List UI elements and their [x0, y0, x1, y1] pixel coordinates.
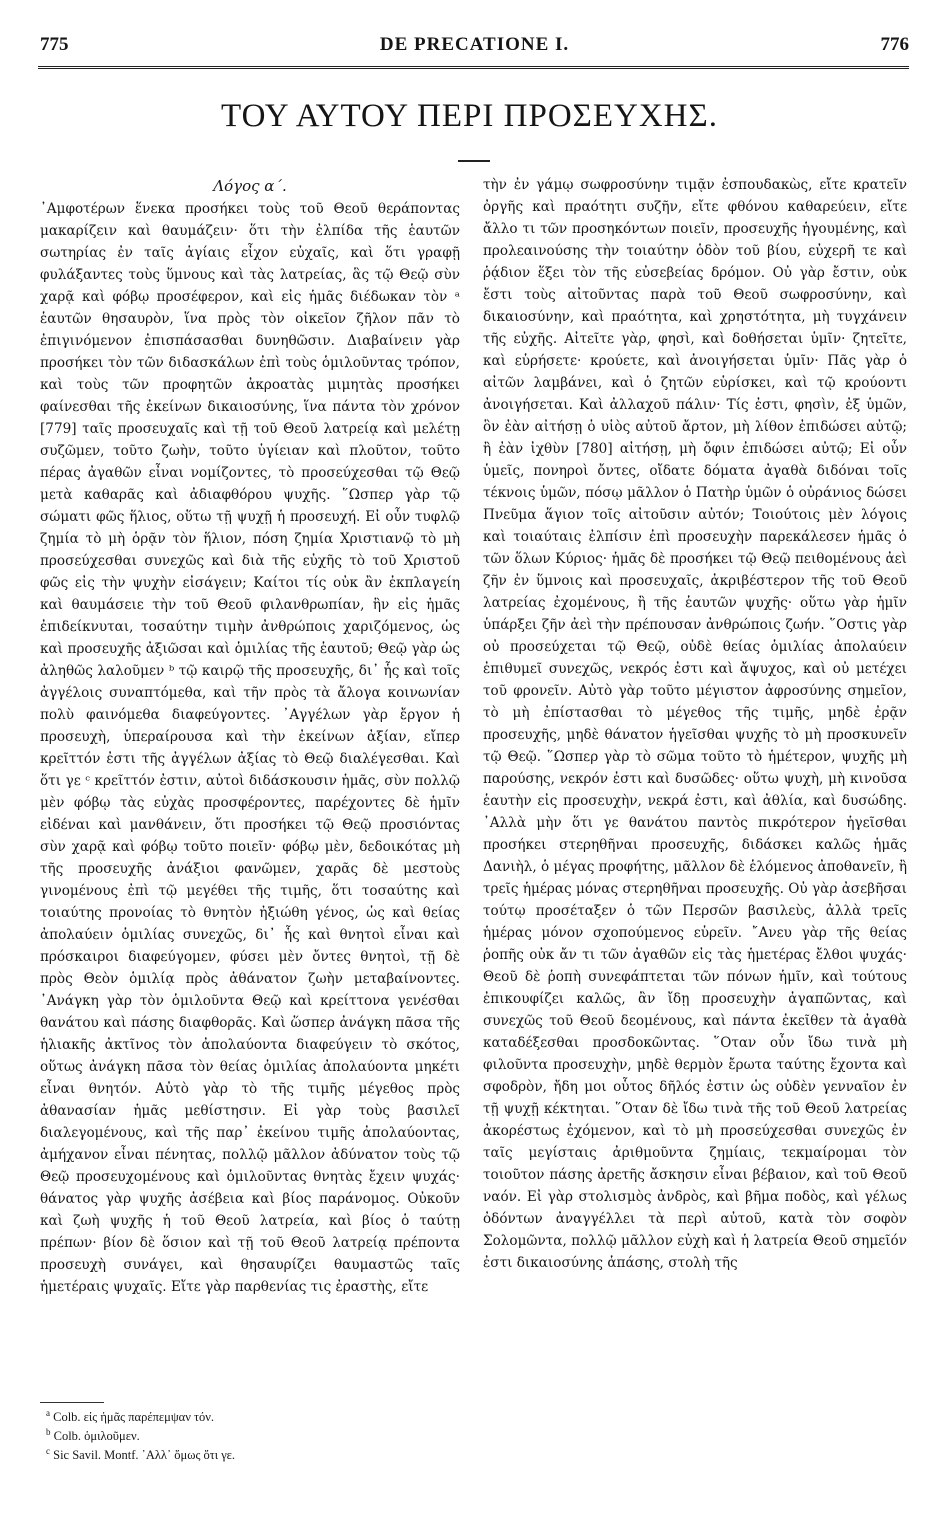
footnote-text: Colb. εἰς ἡμᾶς παρέπεμψαν τόν.	[53, 1410, 215, 1425]
footnote-mark: a	[46, 1408, 50, 1418]
left-column-text: ᾿Αμφοτέρων ἕνεκα προσήκει τοὺς τοῦ Θεοῦ θεράποντας μακαρίζειν καὶ θαυμάζειν· ὅτι τὴν ἐλπίδα τῆς ἑαυτῶν σωτηρίας ἐν ταῖς ἁγίαις εἶχον εὐχαῖς, καὶ ὅτι γραφῇ φυλάξαντες τοὺς ὕμνους καὶ τὰς λατρείας, ἃς τῷ Θεῷ σὺν χαρᾷ καὶ φόβῳ προσέφερον, καὶ εἰς ἡμᾶς διέδωκαν τὸν ᵃ ἑαυτῶν θησαυρὸν, ἵνα πρὸς τὸν οἰκεῖον ζῆλον πᾶν τὸ ἐπιγινόμενον ἐπισπάσασθαι δυνηθῶσιν. Διαβαίνειν γὰρ προσήκει τὸν τῶν διδασκάλων ἐπὶ τοὺς ὁμιλοῦντας τρόπον, καὶ τοὺς τῶν προφητῶν ἀκροατὰς μιμητὰς προσήκει φαίνεσθαι τῆς ἐκείνων δικαιοσύνης, ἵνα πάντα τὸν χρόνον [779] ταῖς προσευχαῖς καὶ τῇ τοῦ Θεοῦ λατρείᾳ καὶ μελέτῃ συζῶμεν, τοῦτο ζωὴν, τοῦτο ὑγίειαν καὶ πλοῦτον, τοῦτο πέρας ἀγαθῶν εἶναι νομίζοντες, τὸ προσεύχεσθαι τῷ Θεῷ μετὰ καθαρᾶς καὶ ἀδιαφθόρου ψυχῆς. ῞Ωσπερ γὰρ τῷ σώματι φῶς ἥλιος, οὕτω τῇ ψυχῇ ἡ προσευχή. Εἰ οὖν τυφλῷ ζημία τὸ μὴ ὁρᾷν τὸν ἥλιον, πόση ζημία Χριστιανῷ τὸ μὴ προσεύχεσθαι συνεχῶς καὶ διὰ τῆς εὐχῆς τὸ τοῦ Χριστοῦ φῶς εἰς τὴν ψυχὴν εἰσάγειν; Καίτοι τίς οὐκ ἂν ἐκπλαγείη καὶ θαυμάσειε τὴν τοῦ Θεοῦ φιλανθρωπίαν, ἣν εἰς ἡμᾶς ἐπιδείκνυται, τοσαύτην τιμὴν ἀνθρώποις χαριζόμενος, ὡς καὶ προσευχῆς ἀξιῶσαι καὶ ὁμιλίας τῆς ἑαυτοῦ; Θεῷ γὰρ ὡς ἀληθῶς λαλοῦμεν ᵇ τῷ καιρῷ τῆς προσευχῆς, δι᾿ ἧς καὶ τοῖς ἀγγέλοις συναπτόμεθα, καὶ τῆν πρὸς τὰ ἄλογα κοινωνίαν πολὺ φαινόμεθα διαφεύγοντες. ᾿Αγγέλων γὰρ ἔργον ἡ προσευχὴ, ὑπεραίρουσα καὶ τὴν ἐκείνων ἀξίαν, εἴπερ κρεῖττόν ἐστι τῆς ἀγγέλων ἀξίας τὸ Θεῷ διαλέγεσθαι. Καὶ ὅτι γε ᶜ κρεῖττόν ἐστιν, αὐτοὶ διδάσκουσιν ἡμᾶς, σὺν πολλῷ μὲν φόβῳ τὰς εὐχὰς προσφέροντες, παρέχοντες δὲ ἡμῖν εἰδέναι καὶ μανθάνειν, ὅτι προσήκει τῷ Θεῷ προσιόντας σὺν χαρᾷ καὶ φόβῳ τοῦτο ποιεῖν· φόβῳ μὲν, δεδοικότας μὴ τῆς προσευχῆς ἀνάξιοι φανῶμεν, χαρᾶς δὲ μεστοὺς γινομένους ἐπὶ τῷ μεγέθει τῆς τιμῆς, ὅτι τοσαύτης καὶ τοιαύτης προνοίας τὸ θνητὸν ἠξιώθη γένος, ὡς καὶ θείας ἀπολαύειν ὁμιλίας συνεχῶς, δι᾿ ἧς καὶ θνητοὶ εἶναι καὶ πρόσκαιροι διαφεύγομεν, φύσει μὲν ὄντες θνητοὶ, τῇ δὲ πρὸς Θεὸν ὁμιλίᾳ πρὸς ἀθάνατον ζωὴν μεταβαίνοντες. ᾿Ανάγκη γὰρ τὸν ὁμιλοῦντα Θεῷ καὶ κρείττονα γενέσθαι θανάτου καὶ πάσης διαφθορᾶς. Καὶ ὥσπερ ἀνάγκη πᾶσα τῆς ἡλιακῆς ἀκτῖνος τὸν ἀπολαύοντα διαφεύγειν τὸ σκότος, οὕτως ἀνάγκη πᾶσα τὸν θείας ὁμιλίας ἀπολαύοντα μηκέτι εἶναι θνητόν. Αὐτὸ γὰρ τὸ τῆς τιμῆς μέγεθος πρὸς ἀθανασίαν ἡμᾶς μεθίστησιν. Εἰ γὰρ τοὺς βασιλεῖ διαλεγομένους, καὶ τῆς παρ᾿ ἐκείνου τιμῆς ἀπολαύοντας, ἀμήχανον εἶναι πένητας, πολλῷ μᾶλλον ἀδύνατον τοὺς τῷ Θεῷ προσευχομένους καὶ ὁμιλοῦντας θνητὰς ἔχειν ψυχάς· θάνατος γὰρ ψυχῆς ἀσέβεια καὶ βίος παράνομος. Οὐκοῦν καὶ ζωὴ ψυχῆς ἡ τοῦ Θεοῦ λατρεία, καὶ βίος ὁ ταύτῃ πρέπων· βίον δὲ ὅσιον καὶ τῇ τοῦ Θεοῦ λατρείᾳ πρέποντα προσευχὴ συνάγει, καὶ θησαυρίζει θαυμαστῶς ταῖς ἡμετέραις ψυχαῖς. Εἴτε γὰρ παρθενίας τις ἐραστὴς, εἴτε	[40, 201, 460, 1295]
footnote	[46, 1425, 466, 1444]
running-head	[40, 34, 909, 56]
page-number-left: 775	[40, 34, 69, 55]
footnote	[46, 1444, 466, 1463]
footnote-mark: b	[46, 1427, 51, 1438]
footnote-rule	[40, 1402, 104, 1403]
section-heading: Λόγος α΄.	[213, 177, 287, 195]
footnote	[46, 1406, 466, 1425]
footnote-text: Colb. ὁμιλοῦμεν.	[53, 1429, 140, 1444]
right-column-text: τὴν ἐν γάμῳ σωφροσύνην τιμᾷν ἐσπουδακὼς, εἴτε κρατεῖν ὀργῆς καὶ πραότητι συζῆν, εἴτε φθόνου καθαρεύειν, εἴτε ἄλλο τι τῶν προσηκόντων ποιεῖν, προσευχῆς ἡγουμένης, καὶ προλεαινούσης τὴν τοιαύτην ὁδὸν τοῦ βίου, εὐχερῆ τε καὶ ῥᾴδιον ἕξει τὸν τῆς εὐσεβείας δρόμον. Οὐ γὰρ ἔστιν, οὐκ ἔστι τοὺς αἰτοῦντας παρὰ τοῦ Θεοῦ σωφροσύνην, καὶ δικαιοσύνην, καὶ πραότητα, καὶ χρηστότητα, μὴ τυγχάνειν τῆς εὐχῆς. Αἰτεῖτε γὰρ, φησὶ, καὶ δοθήσεται ὑμῖν· ζητεῖτε, καὶ εὑρήσετε· κρούετε, καὶ ἀνοιγήσεται ὑμῖν· Πᾶς γὰρ ὁ αἰτῶν λαμβάνει, καὶ ὁ ζητῶν εὑρίσκει, καὶ τῷ κρούοντι ἀνοιγήσεται. Καὶ ἀλλαχοῦ πάλιν· Τίς ἐστι, φησὶν, ἐξ ὑμῶν, ὃν ἐὰν αἰτήσῃ ὁ υἱὸς αὐτοῦ ἄρτον, μὴ λίθον ἐπιδώσει αὐτῷ; ἢ ἐὰν ἰχθὺν [780] αἰτήσῃ, μὴ ὄφιν ἐπιδώσει αὐτῷ; Εἰ οὖν ὑμεῖς, πονηροὶ ὄντες, οἴδατε δόματα ἀγαθὰ διδόναι τοῖς τέκνοις ὑμῶν, πόσῳ μᾶλλον ὁ Πατὴρ ὑμῶν ὁ οὐράνιος δώσει Πνεῦμα ἅγιον τοῖς αἰτοῦσιν αὐτόν; Τοιούτοις μὲν λόγοις καὶ τοιαύταις ἐλπίσιν ἐπὶ προσευχὴν παρεκάλεσεν ἡμᾶς ὁ τῶν ὅλων Κύριος· ἡμᾶς δὲ προσήκει τῷ Θεῷ πειθομένους ἀεὶ ζῆν ἐν ὕμνοις καὶ προσευχαῖς, ἀκριβέστερον τῆς τοῦ Θεοῦ λατρείας ἐχομένους, ἢ τῆς ἑαυτῶν ψυχῆς· οὕτω γὰρ ἡμῖν ὑπάρξει ζῆν ἀεὶ τὴν πρέπουσαν ἀνθρώποις ζωήν. ῞Οστις γὰρ οὐ προσεύχεται τῷ Θεῷ, οὐδὲ θείας ὁμιλίας ἀπολαύειν ἐπιθυμεῖ συνεχῶς, νεκρός ἐστι καὶ ἄψυχος, καὶ οὐ μετέχει τοῦ φρονεῖν. Αὐτὸ γὰρ τοῦτο μέγιστον ἀφροσύνης σημεῖον, τὸ μὴ ἐπίστασθαι τὸ μέγεθος τῆς τιμῆς, μηδὲ ἐρᾷν προσευχῆς, μηδὲ θάνατον ἡγεῖσθαι ψυχῆς τὸ μὴ προσκυνεῖν τῷ Θεῷ. ῞Ωσπερ γὰρ τὸ σῶμα τοῦτο τὸ ἡμέτερον, ψυχῆς μὴ παρούσης, νεκρόν ἐστι καὶ δυσῶδες· οὕτω ψυχὴ, μὴ κινοῦσα ἑαυτὴν εἰς προσευχὴν, νεκρά ἐστι, καὶ ἀθλία, καὶ δυσώδης. ᾿Αλλὰ μὴν ὅτι γε θανάτου παντὸς πικρότερον ἡγεῖσθαι προσήκει στερηθῆναι προσευχῆς, διδάσκει καλῶς ἡμᾶς Δανιὴλ, ὁ μέγας προφήτης, μᾶλλον δὲ ἑλόμενος ἀποθανεῖν, ἢ τρεῖς ἡμέρας μόνας στερηθῆναι προσευχῆς. Οὐ γὰρ ἀσεβῆσαι τούτῳ προσέταξεν ὁ τῶν Περσῶν βασιλεὺς, ἀλλὰ τρεῖς ἡμέρας μόνον σχοπούμενος εὑρεῖν. ῎Ανευ γὰρ τῆς θείας ῥοπῆς οὐκ ἄν τι τῶν ἀγαθῶν εἰς τὰς ἡμετέρας ἔλθοι ψυχάς· Θεοῦ δὲ ῥοπὴ συνεφάπτεται τῶν πόνων ἡμῖν, καὶ τούτους ἐπικουφίζει καλῶς, ἂν ἴδῃ προσευχὴν ἀγαπῶντας, καὶ συνεχῶς τοῦ Θεοῦ δεομένους, καὶ πάντα ἐκεῖθεν τὰ ἀγαθὰ καταδέξεσθαι προσδοκῶντας. ῞Οταν οὖν ἴδω τινὰ μὴ φιλοῦντα προσευχὴν, μηδὲ θερμὸν ἔρωτα ταύτης ἔχοντα καὶ σφοδρὸν, ἤδη μοι οὗτος δῆλός ἐστιν ὡς οὐδὲν γενναῖον ἐν τῇ ψυχῇ κέκτηται. ῞Οταν δὲ ἴδω τινὰ τῆς τοῦ Θεοῦ λατρείας ἀκορέστως ἐχόμενον, καὶ τὸ μὴ προσεύχεσθαι συνεχῶς ἐν ταῖς μεγίσταις ἀριθμοῦντα ζημίαις, τεκμαίρομαι τὸν τοιοῦτον πάσης ἀρετῆς ἄσκησιν εἶναι βέβαιον, καὶ τοῦ Θεοῦ ναόν. Εἰ γὰρ στολισμὸς ἀνδρὸς, καὶ βῆμα ποδὸς, καὶ γέλως ὀδόντων ἀναγγέλλει τὰ περὶ αὐτοῦ, κατὰ τὸν σοφὸν Σολομῶντα, πολλῷ μᾶλλον εὐχὴ καὶ ἡ λατρεία Θεοῦ σημεῖόν ἐστι δικαιοσύνης ἁπάσης, στολὴ τῆς	[483, 177, 907, 1271]
footnote-mark: c	[46, 1446, 50, 1457]
title-dash	[458, 160, 490, 162]
footnote-text: Sic Savil. Montf. ᾿Αλλ᾿ ὅμως ὅτι γε.	[53, 1448, 235, 1463]
left-column	[40, 174, 460, 1298]
right-column	[483, 174, 907, 1274]
header-rule	[38, 66, 909, 69]
footnotes	[46, 1406, 466, 1463]
treatise-title: ΤΟΥ ΑΥΤΟΥ ΠΕΡΙ ΠΡΟΣΕΥΧΗΣ.	[221, 98, 718, 134]
page-number-right: 776	[880, 34, 909, 55]
running-title: DE PRECATIONE I.	[379, 34, 570, 55]
